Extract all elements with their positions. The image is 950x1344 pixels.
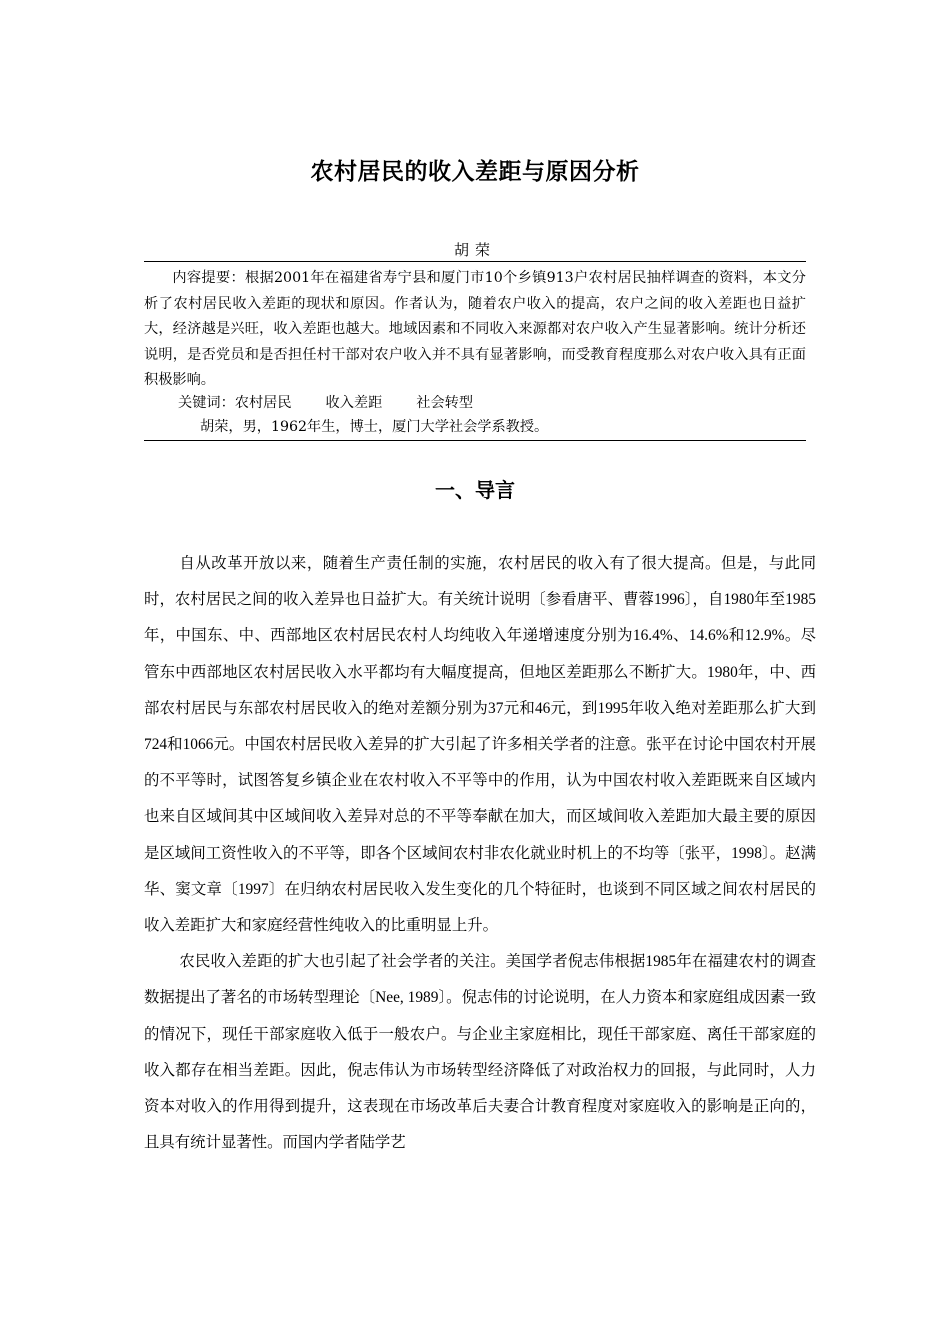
author-name: 胡荣 [453,241,496,259]
paper-title: 农村居民的收入差距与原因分析 [310,159,640,185]
keyword-item: 社会转型 [416,395,474,411]
body-paragraph: 农民收入差距的扩大也引起了社会学者的关注。美国学者倪志伟根据1985年在福建农村的调查数据提出了著名的市场转型理论〔Nee, 1989〕。倪志伟的讨论说明，在人力资本和家庭组成因素一致的情况下，现任干部家庭收入低于一般农户。与企业主家庭相比，现任干部家庭、离任干部家庭的收入都存在相当差距。因此，倪志伟认为市场转型经济降低了对政治权力的回报，与此同时，人力资本对收入的作用得到提升，这表现在市场改革后夫妻合计教育程度对家庭收入的影响是正向的，且具有统计显著性。而国内学者陆学艺 [144,953,816,1152]
abstract-text: 内容提要：根据2001年在福建省寿宁县和厦门市10个乡镇913户农村居民抽样调查的资料，本文分析了农村居民收入差距的现状和原因。作者认为，随着农户收入的提高，农户之间的收入差距也日益扩大，经济越是兴旺，收入差距也越大。地域因素和不同收入来源都对农户收入产生显著影响。统计分析还说明，是否党员和是否担任村干部对农户收入并不具有显著影响，而受教育程度那么对农户收入具有正面积极影响。 [144,270,806,389]
abstract-block [144,266,806,394]
keyword-item: 农村居民 [234,395,292,411]
keyword-item: 收入差距 [325,395,383,411]
body-paragraph: 自从改革开放以来，随着生产责任制的实施，农村居民的收入有了很大提高。但是，与此同时，农村居民之间的收入差异也日益扩大。有关统计说明〔参看唐平、曹蓉1996〕，自1980年至1985年，中国东、中、西部地区农村居民农村人均纯收入年递增速度分别为16.4%、14.6%和12.9%。尽管东中西部地区农村居民收入水平都均有大幅度提高，但地区差距那么不断扩大。1980年，中、西部农村居民与东部农村居民收入的绝对差额分别为37元和46元，到1995年收入绝对差距那么扩大到724和1066元。中国农村居民收入差异的扩大引起了许多相关学者的注意。张平在讨论中国农村开展的不平等时，试图答复乡镇企业在农村收入不平等中的作用，认为中国农村收入差距既来自区域内也来自区域间其中区域间收入差异对总的不平等奉献在加大，而区域间收入差距加大最主要的原因是区域间工资性收入的不平等，即各个区域间农村非农化就业时机上的不均等〔张平，1998〕。赵满华、窦文章〔1997〕在归纳农村居民收入发生变化的几个特征时，也谈到不同区域之间农村居民的收入差距扩大和家庭经营性纯收入的比重明显上升。 [144,555,816,935]
section-body [144,546,816,1161]
author-bio: 胡荣，男，1962年生，博士，厦门大学社会学系教授。 [200,419,549,435]
section-heading: 一、导言 [435,478,515,502]
keywords-label: 关键词： [178,395,235,411]
abstract-bottom-rule [144,440,806,441]
abstract-top-rule [144,261,806,262]
keywords-line [178,392,473,414]
